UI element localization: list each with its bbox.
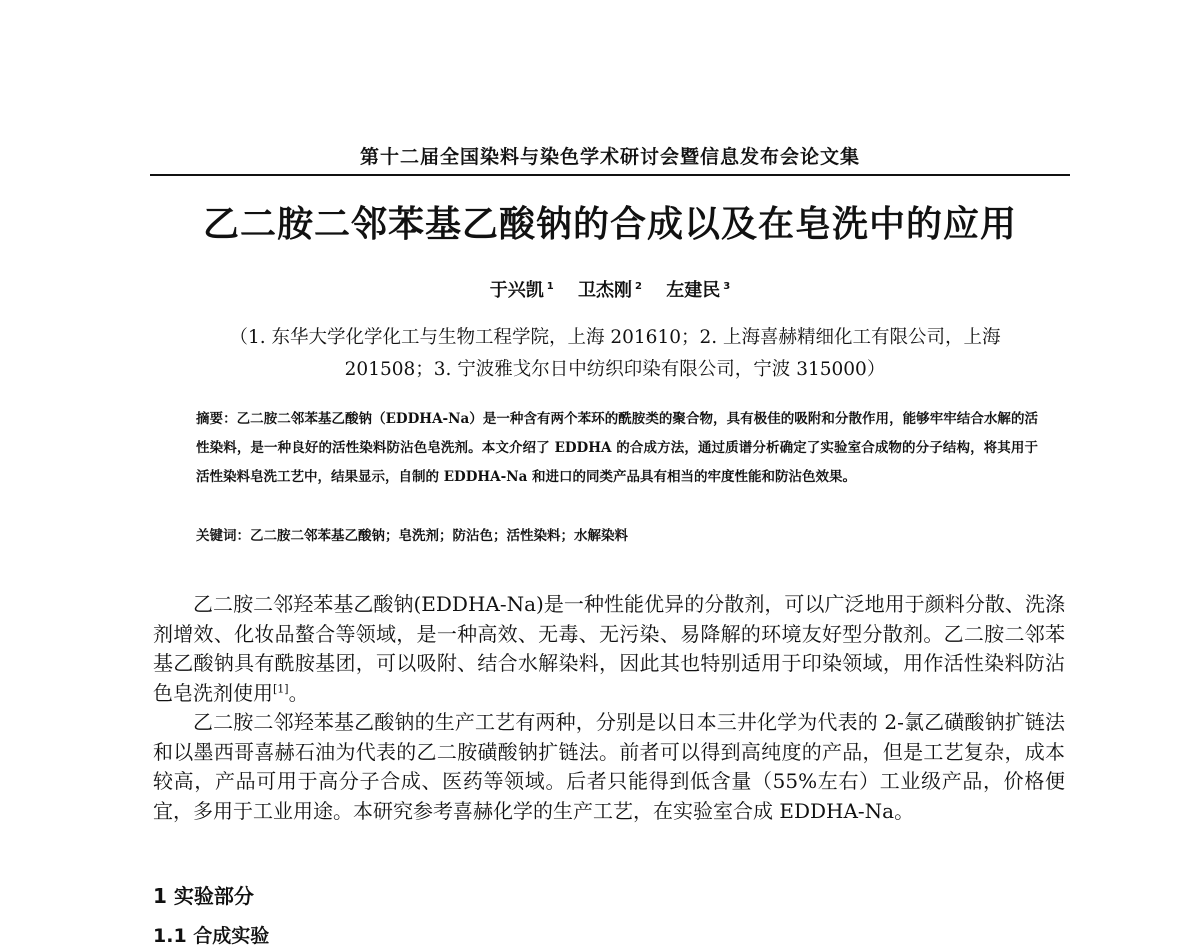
author-list: [150, 276, 1070, 302]
body-text: [153, 590, 1065, 826]
author: 卫杰刚 $^2$: [578, 280, 642, 301]
keywords: [196, 522, 1038, 551]
abstract-label: 摘要：: [196, 411, 237, 427]
subsection-heading: 1.1 合成实验: [153, 925, 270, 947]
keywords-text: 乙二胺二邻苯基乙酸钠；皂洗剂；防沾色；活性染料；水解染料: [250, 528, 628, 544]
citation: [1]: [273, 681, 289, 695]
affiliation-line: （1. 东华大学化学化工与生物工程学院，上海 201610；2. 上海喜赫精细化工有限公司，上海: [229, 327, 1001, 348]
author: 于兴凯 $^1$: [489, 280, 554, 301]
paragraph: 乙二胺二邻羟苯基乙酸钠(EDDHA-Na)是一种性能优异的分散剂，可以广泛地用于颜料分散、洗涤剂增效、化妆品螯合等领域，是一种高效、无毒、无污染、易降解的环境友好型分散剂。乙二胺二邻苯基乙酸钠具有酰胺基团，可以吸附、结合水解染料，因此其也特别适用于印染领域，用作活性染料防沾色皂洗剂使用[1]。: [153, 592, 1065, 705]
section-heading: 1 实验部分: [153, 884, 254, 908]
affiliation-line: 201508；3. 宁波雅戈尔日中纺织印染有限公司，宁波 315000）: [344, 359, 886, 380]
paragraph: 乙二胺二邻羟苯基乙酸钠的生产工艺有两种，分别是以日本三井化学为代表的 2-氯乙磺酸钠扩链法和以墨西哥喜赫石油为代表的乙二胺磺酸钠扩链法。前者可以得到高纯度的产品，但是工艺复杂，成本较高，产品可用于高分子合成、医药等领域。后者只能得到低含量（55%左右）工业级产品，价格便宜，多用于工业用途。本研究参考喜赫化学的生产工艺，在实验室合成 EDDHA-Na。: [153, 710, 1065, 823]
header-rule: [150, 174, 1070, 176]
running-header: 第十二届全国染料与染色学术研讨会暨信息发布会论文集: [359, 146, 860, 168]
affiliation: [180, 322, 1050, 386]
author: 左建民 $^3$: [666, 280, 731, 301]
keywords-label: 关键词：: [196, 528, 250, 544]
abstract: [196, 405, 1038, 492]
abstract-text: 乙二胺二邻苯基乙酸钠（EDDHA-Na）是一种含有两个苯环的酰胺类的聚合物，具有极佳的吸附和分散作用，能够牢牢结合水解的活性染料，是一种良好的活性染料防沾色皂洗剂。本文介绍了 EDDHA 的合成方法，通过质谱分析确定了实验室合成物的分子结构，将其用于活性染料皂洗工艺中，结果显示，自制的 EDDHA-Na 和进口的同类产品具有相当的牢度性能和防沾色效果。: [196, 411, 1039, 485]
paper-title: 乙二胺二邻苯基乙酸钠的合成以及在皂洗中的应用: [202, 204, 1017, 245]
